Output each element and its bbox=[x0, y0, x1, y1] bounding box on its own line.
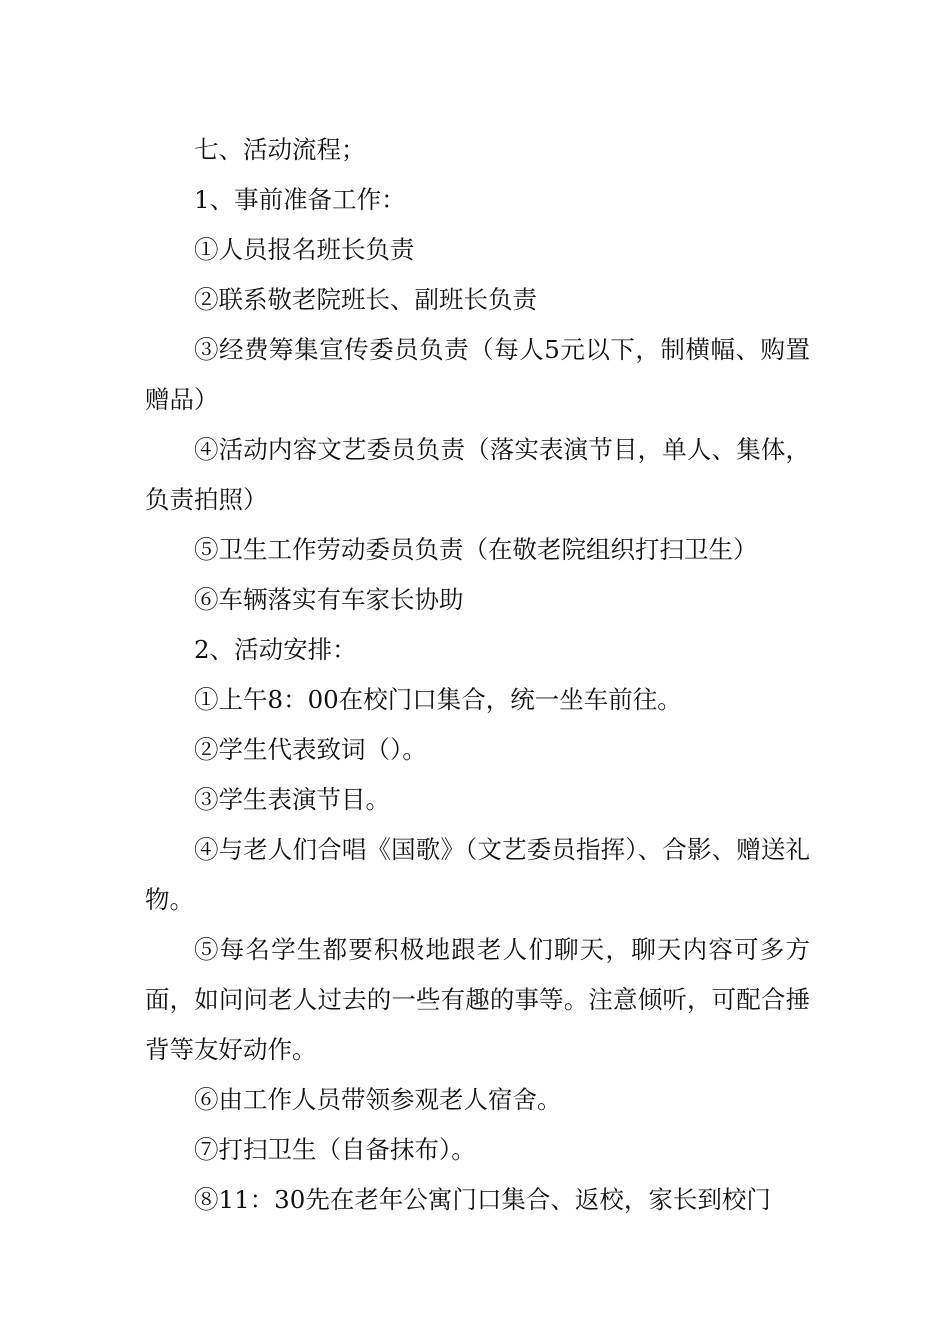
list-item: ⑧11：30先在老年公寓门口集合、返校，家长到校门 bbox=[194, 1185, 771, 1214]
list-item: ⑤每名学生都要积极地跟老人们聊天，聊天内容可多方面，如问问老人过去的一些有趣的事等。注意倾听，可配合捶背等友好动作。 bbox=[145, 935, 810, 1064]
list-item: ⑤卫生工作劳动委员负责（在敬老院组织打扫卫生） bbox=[194, 535, 758, 564]
subsection-heading: 1、事前准备工作： bbox=[194, 185, 406, 214]
list-item: ②学生代表致词（）。 bbox=[194, 735, 427, 764]
list-item: ⑥车辆落实有车家长协助 bbox=[194, 585, 464, 614]
list-item: ②联系敬老院班长、副班长负责 bbox=[194, 285, 537, 314]
list-item: ③经费筹集宣传委员负责（每人5元以下，制横幅、购置赠品） bbox=[145, 335, 810, 414]
section-heading: 七、活动流程； bbox=[194, 135, 366, 164]
list-item: ⑥由工作人员带领参观老人宿舍。 bbox=[194, 1085, 562, 1114]
list-item: ①人员报名班长负责 bbox=[194, 235, 415, 264]
list-item: ④活动内容文艺委员负责（落实表演节目，单人、集体，负责拍照） bbox=[145, 435, 810, 514]
list-item: ③学生表演节目。 bbox=[194, 785, 390, 814]
list-item: ④与老人们合唱《国歌》（文艺委员指挥）、合影、赠送礼物。 bbox=[145, 835, 810, 914]
document-page bbox=[145, 125, 810, 1225]
list-item: ⑦打扫卫生（自备抹布）。 bbox=[194, 1135, 476, 1164]
subsection-heading: 2、活动安排： bbox=[194, 635, 357, 664]
list-item: ①上午8：00在校门口集合，统一坐车前往。 bbox=[194, 685, 682, 714]
